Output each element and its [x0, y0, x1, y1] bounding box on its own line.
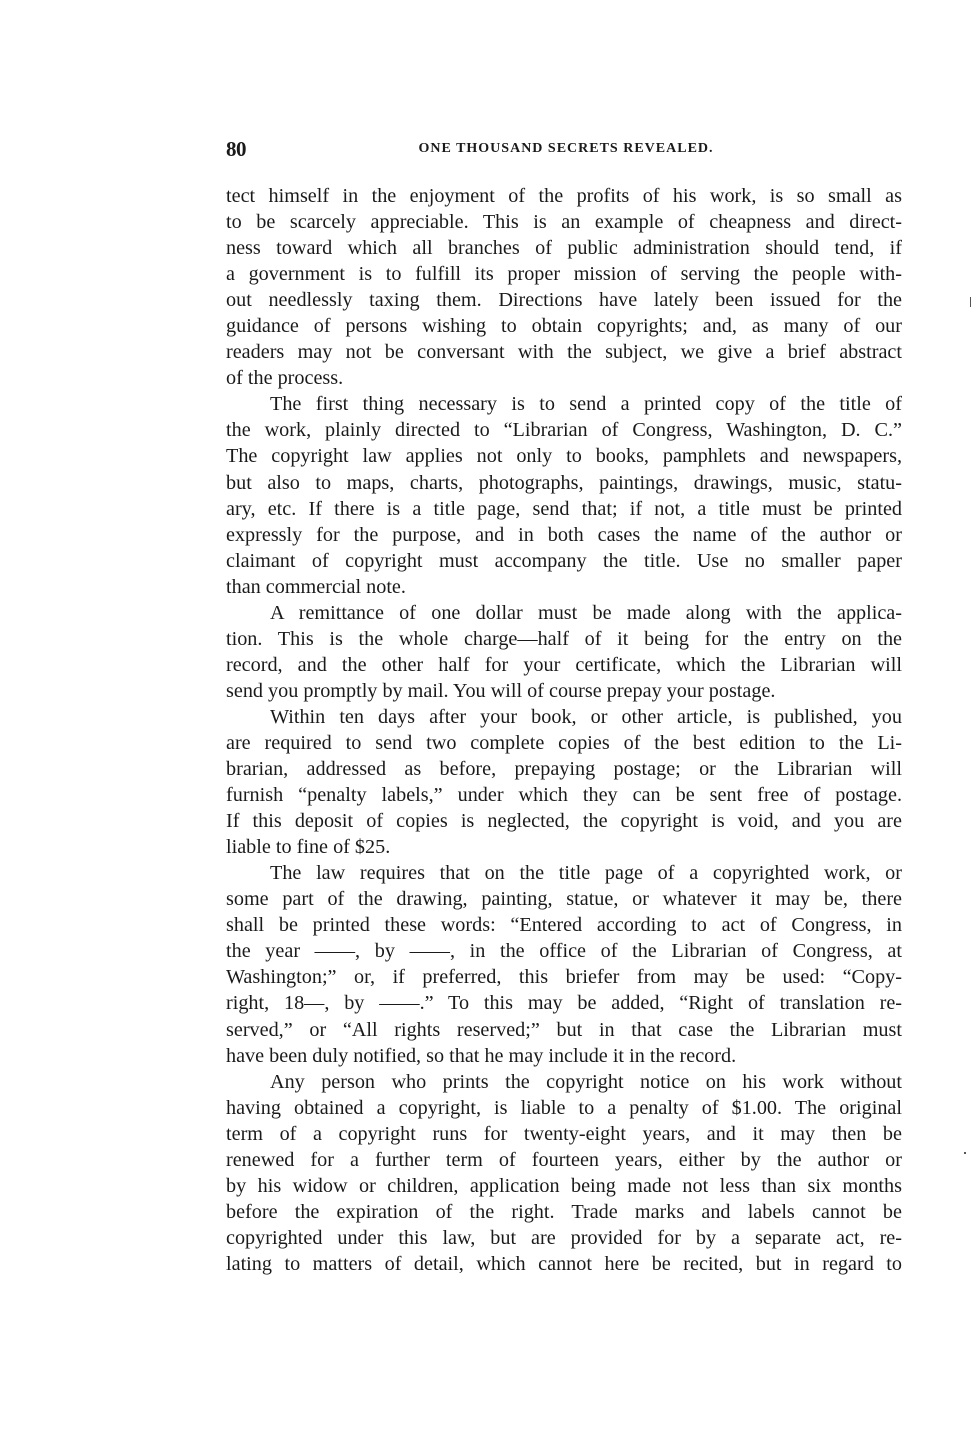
text-line: expressly for the purpose, and in both cases the name of the author or	[226, 523, 902, 546]
text-line: the year ——, by ——, in the office of the Librarian of Congress, at	[226, 940, 902, 963]
paragraph	[226, 183, 902, 391]
paragraph	[226, 860, 902, 1068]
text-line: brarian, addressed as before, prepaying postage; or the Librarian will	[226, 758, 902, 781]
text-line: claimant of copyright must accompany the title. Use no smaller paper	[226, 549, 902, 572]
text-line: Within ten days after your book, or other article, is published, you	[270, 705, 902, 728]
text-line: tect himself in the enjoyment of the profits of his work, is so small as	[226, 185, 902, 207]
text-line: by his widow or children, application being made not less than six months	[226, 1174, 902, 1197]
text-line: The law requires that on the title page of a copyrighted work, or	[270, 862, 902, 885]
text-line: out needlessly taxing them. Directions have lately been issued for the	[226, 289, 902, 312]
text-line: ness toward which all branches of public administration should tend, if	[226, 237, 902, 260]
text-line: The copyright law applies not only to books, pamphlets and newspapers,	[226, 445, 902, 468]
text-line: ary, etc. If there is a title page, send that; if not, a title must be printed	[226, 497, 902, 520]
scan-mark	[964, 1152, 966, 1154]
text-line: A remittance of one dollar must be made along with the applica-	[270, 601, 902, 624]
body-text	[226, 183, 902, 1277]
paragraph	[226, 1069, 902, 1277]
text-line: tion. This is the whole charge—half of it being for the entry on the	[226, 627, 902, 650]
text-line: record, and the other half for your certificate, which the Librarian will	[226, 653, 902, 676]
text-line: the work, plainly directed to “Librarian of Congress, Washington, D. C.”	[226, 419, 902, 442]
text-line: are required to send two complete copies of the best edition to the Li-	[226, 731, 902, 754]
page-number: 80	[226, 137, 246, 161]
text-line: right, 18—, by ——.” To this may be added, “Right of translation re-	[226, 992, 902, 1015]
text-line: some part of the drawing, painting, statue, or whatever it may be, there	[226, 888, 902, 911]
text-line: Any person who prints the copyright notice on his work without	[270, 1070, 902, 1093]
text-line: to be scarcely appreciable. This is an example of cheapness and direct-	[226, 211, 902, 234]
text-line: Washington;” or, if preferred, this briefer from may be used: “Copy-	[226, 966, 902, 989]
paragraph	[226, 704, 902, 860]
text-line: send you promptly by mail. You will of course prepay your postage.	[226, 679, 776, 702]
text-line: guidance of persons wishing to obtain copyrights; and, as many of our	[226, 315, 902, 338]
text-line: a government is to fulfill its proper mission of serving the people with-	[226, 263, 902, 286]
text-line: readers may not be conversant with the subject, we give a brief abstract	[226, 341, 902, 364]
text-line: but also to maps, charts, photographs, paintings, drawings, music, statu-	[226, 471, 902, 494]
paragraph	[226, 600, 902, 704]
text-line: term of a copyright runs for twenty-eight years, and it may then be	[226, 1122, 902, 1145]
paragraph	[226, 391, 902, 599]
text-line: having obtained a copyright, is liable to a penalty of $1.00. The original	[226, 1096, 902, 1119]
text-line: renewed for a further term of fourteen years, either by the author or	[226, 1148, 902, 1171]
text-line: served,” or “All rights reserved;” but in that case the Librarian must	[226, 1018, 902, 1041]
running-title: ONE THOUSAND SECRETS REVEALED.	[418, 141, 714, 156]
text-line: shall be printed these words: “Entered according to act of Congress, in	[226, 914, 902, 937]
text-line: liable to fine of $25.	[226, 836, 391, 859]
text-line: furnish “penalty labels,” under which they can be sent free of postage.	[226, 784, 902, 807]
text-line: of the process.	[226, 367, 344, 390]
text-line: than commercial note.	[226, 575, 406, 598]
text-line: copyrighted under this law, but are provided for by a separate act, re-	[226, 1226, 902, 1249]
text-line: The first thing necessary is to send a printed copy of the title of	[270, 393, 902, 416]
scan-mark	[970, 297, 971, 307]
page-header	[226, 137, 906, 163]
text-line: lating to matters of detail, which cannot here be recited, but in regard to	[226, 1252, 902, 1275]
text-line: before the expiration of the right. Trade marks and labels cannot be	[226, 1200, 902, 1223]
text-line: have been duly notified, so that he may include it in the record.	[226, 1044, 737, 1067]
text-line: If this deposit of copies is neglected, the copyright is void, and you are	[226, 810, 902, 833]
